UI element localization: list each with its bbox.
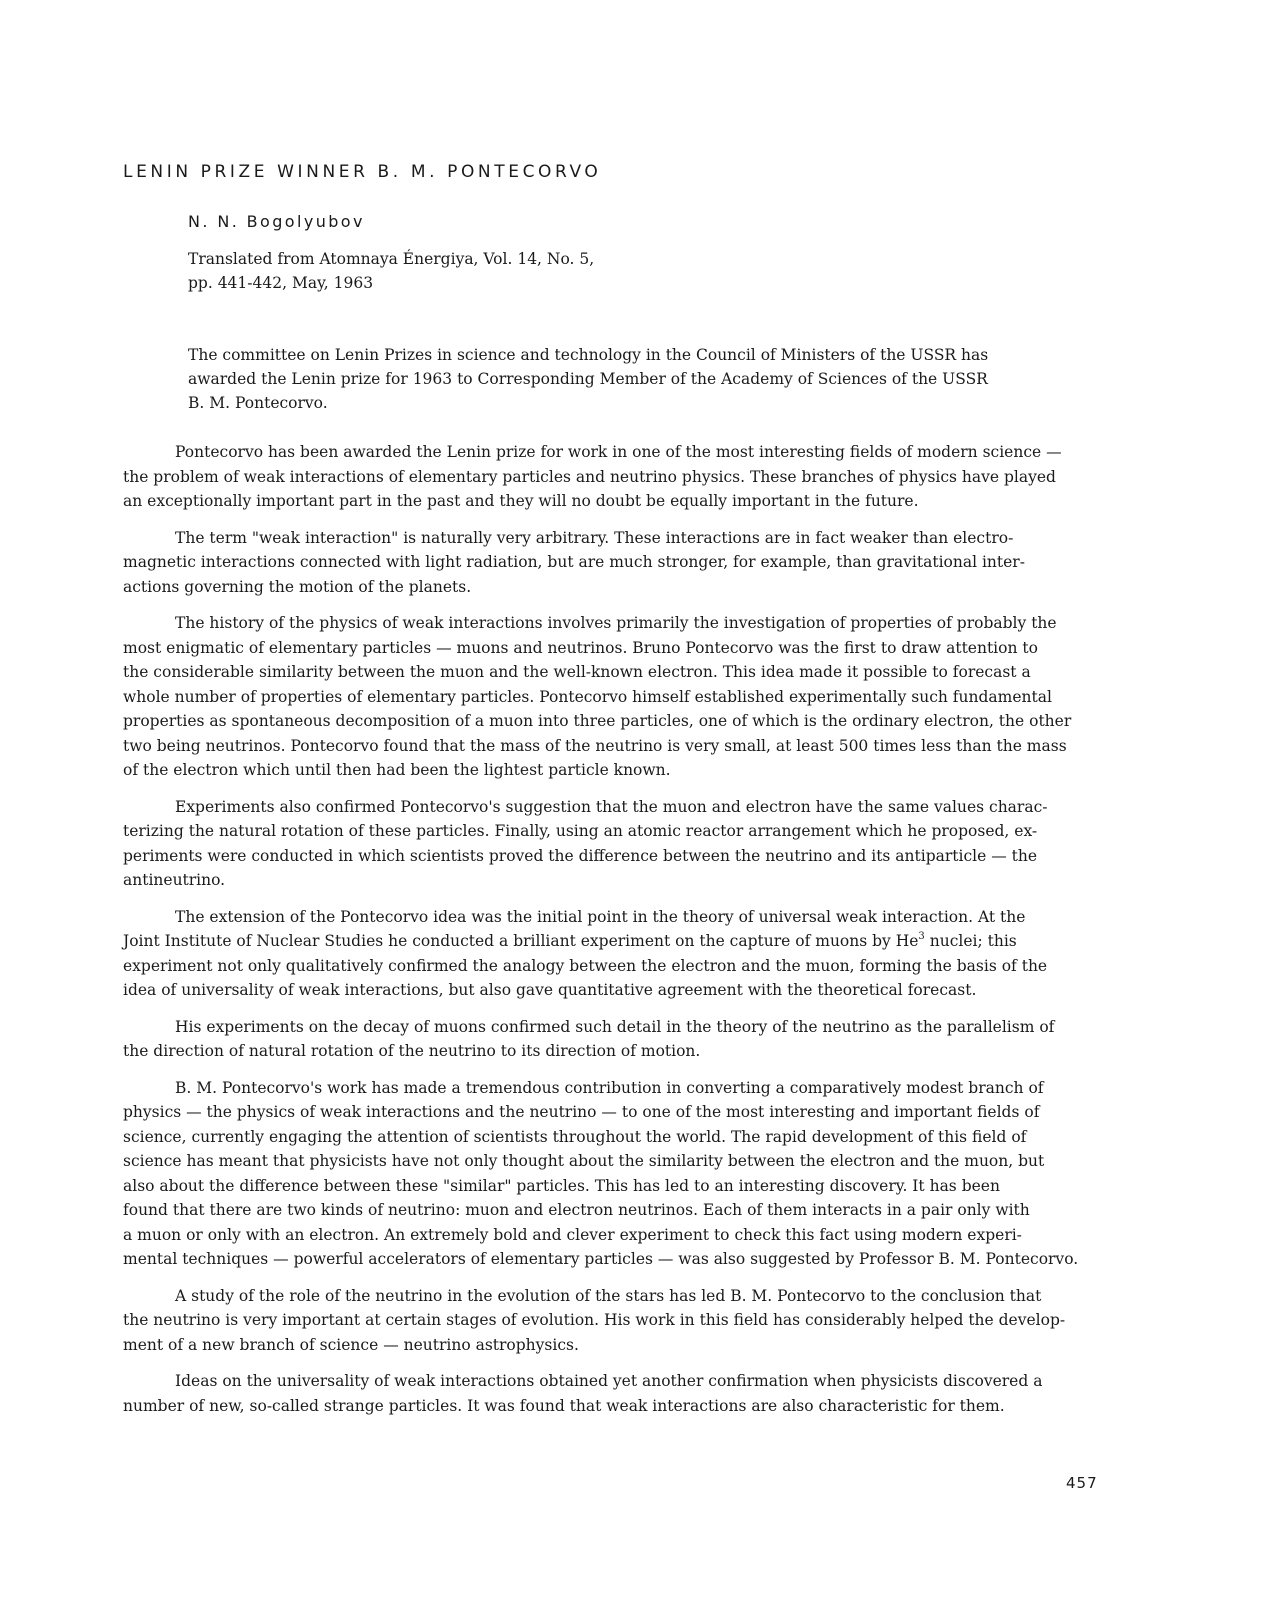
text-line: the problem of weak interactions of elementary particles and neutrino physics. These branches of physics have played <box>123 467 1056 486</box>
paragraph <box>123 1369 1123 1418</box>
text-line <box>123 929 1123 954</box>
text-fragment: Joint Institute of Nuclear Studies he conducted a brilliant experiment on the capture of muons by He <box>123 932 919 950</box>
text-line: magnetic interactions connected with light radiation, but are much stronger, for example, than gravitational inter- <box>123 553 1025 571</box>
text-line: whole number of properties of elementary particles. Pontecorvo himself established experimentally such fundamental <box>123 687 1052 706</box>
text-line: science, currently engaging the attention of scientists throughout the world. The rapid development of this field of <box>123 1127 1027 1146</box>
article-title: LENIN PRIZE WINNER B. M. PONTECORVO <box>123 162 602 182</box>
text-line: science has meant that physicists have not only thought about the similarity between the electron and the muon, but <box>123 1152 1045 1170</box>
abstract-line: B. M. Pontecorvo. <box>188 394 328 412</box>
text-line: number of new, so-called strange particles. It was found that weak interactions are also characteristic for them. <box>123 1396 1005 1415</box>
text-line: the considerable similarity between the muon and the well-known electron. This idea made it possible to forecast a <box>123 663 1031 681</box>
article-body <box>123 440 1123 1430</box>
text-line: two being neutrinos. Pontecorvo found that the mass of the neutrino is very small, at least 500 times less than the mass <box>123 736 1067 755</box>
text-line: properties as spontaneous decomposition of a muon into three particles, one of which is the ordinary electron, the other <box>123 712 1072 730</box>
text-line: periments were conducted in which scientists proved the difference between the neutrino and its antiparticle — the <box>123 846 1038 865</box>
paragraph <box>123 526 1123 600</box>
text-line: The history of the physics of weak interactions involves primarily the investigation of properties of probably the <box>175 614 1057 632</box>
translation-source <box>188 247 708 295</box>
source-line: Translated from Atomnaya Énergiya, Vol. 14, No. 5, <box>188 250 595 268</box>
text-line: a muon or only with an electron. An extremely bold and clever experiment to check this fact using modern experi- <box>123 1225 1022 1244</box>
text-line: Pontecorvo has been awarded the Lenin prize for work in one of the most interesting fields of modern science — <box>175 443 1062 461</box>
text-line: actions governing the motion of the planets. <box>123 577 472 596</box>
text-line: also about the difference between these "similar" particles. This has led to an interesting discovery. It has been <box>123 1176 1000 1195</box>
text-line: A study of the role of the neutrino in the evolution of the stars has led B. M. Pontecorvo to the conclusion that <box>175 1286 1042 1305</box>
text-line: most enigmatic of elementary particles — muons and neutrinos. Bruno Pontecorvo was the first to draw attention to <box>123 638 1038 657</box>
text-line: Ideas on the universality of weak interactions obtained yet another confirmation when physicists discovered a <box>175 1372 1043 1390</box>
page-number: 457 <box>1066 1474 1098 1492</box>
text-line: Experiments also confirmed Pontecorvo's suggestion that the muon and electron have the same values charac- <box>175 797 1048 816</box>
text-line: physics — the physics of weak interactions and the neutrino — to one of the most interesting and important fields of <box>123 1103 1040 1121</box>
text-line: idea of universality of weak interactions, but also gave quantitative agreement with the theoretical forecast. <box>123 981 977 999</box>
paragraph <box>123 440 1123 514</box>
text-line: His experiments on the decay of muons confirmed such detail in the theory of the neutrino as the parallelism of <box>175 1017 1055 1036</box>
author-name: N. N. Bogolyubov <box>188 212 365 231</box>
paragraph <box>123 1284 1123 1358</box>
abstract <box>188 343 1068 415</box>
text-line: antineutrino. <box>123 871 226 889</box>
text-line: of the electron which until then had been the lightest particle known. <box>123 761 671 779</box>
text-line: B. M. Pontecorvo's work has made a tremendous contribution in converting a comparatively modest branch of <box>175 1078 1044 1097</box>
paragraph <box>123 905 1123 1003</box>
superscript: 3 <box>918 931 925 942</box>
text-line: an exceptionally important part in the past and they will no doubt be equally important in the future. <box>123 492 919 510</box>
text-line: found that there are two kinds of neutrino: muon and electron neutrinos. Each of them interacts in a pair only with <box>123 1201 1030 1219</box>
text-line: mental techniques — powerful accelerators of elementary particles — was also suggested by Professor B. M. Pontecorvo. <box>123 1250 1079 1268</box>
text-line: the direction of natural rotation of the neutrino to its direction of motion. <box>123 1042 701 1060</box>
paragraph <box>123 611 1123 783</box>
abstract-line: The committee on Lenin Prizes in science and technology in the Council of Ministers of the USSR has <box>188 346 989 364</box>
text-fragment: nuclei; this <box>924 932 1017 950</box>
paragraph <box>123 1015 1123 1064</box>
text-line: experiment not only qualitatively confirmed the analogy between the electron and the muon, forming the basis of the <box>123 956 1048 975</box>
text-line: ment of a new branch of science — neutrino astrophysics. <box>123 1335 579 1354</box>
text-line: the neutrino is very important at certain stages of evolution. His work in this field has considerably helped the develop- <box>123 1311 1066 1329</box>
text-line: The term "weak interaction" is naturally very arbitrary. These interactions are in fact weaker than electro- <box>175 528 1014 547</box>
source-line: pp. 441-442, May, 1963 <box>188 274 374 292</box>
text-line: The extension of the Pontecorvo idea was the initial point in the theory of universal weak interaction. At the <box>175 907 1026 926</box>
paragraph <box>123 1076 1123 1272</box>
abstract-line: awarded the Lenin prize for 1963 to Corresponding Member of the Academy of Sciences of the USSR <box>188 370 988 388</box>
paragraph <box>123 795 1123 893</box>
text-line: terizing the natural rotation of these particles. Finally, using an atomic reactor arrangement which he proposed, ex- <box>123 822 1038 840</box>
